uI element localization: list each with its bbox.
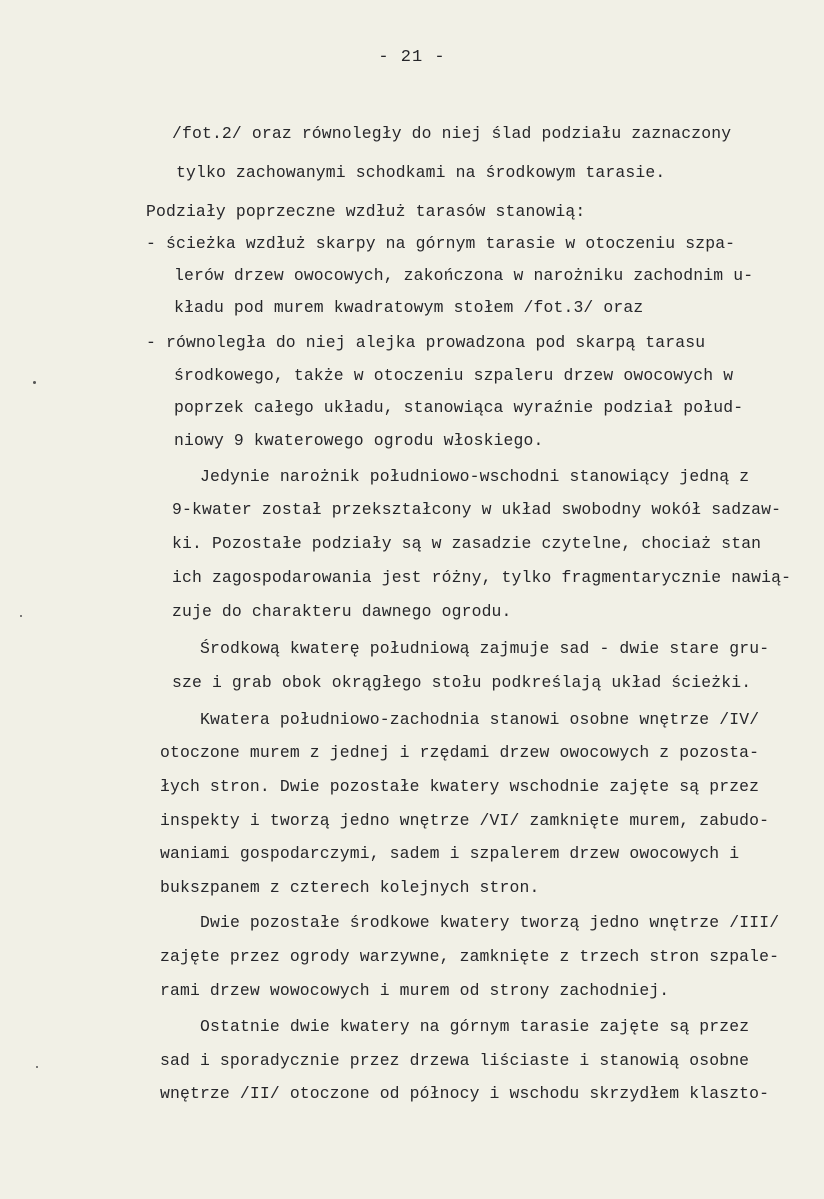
text-line: wnętrze /II/ otoczone od północy i wschodu skrzydłem klaszto-: [160, 1084, 770, 1103]
text-line: Jedynie narożnik południowo-wschodni stanowiący jedną z: [200, 467, 750, 486]
text-line: - równoległa do niej alejka prowadzona pod skarpą tarasu: [146, 333, 706, 352]
text-line: ki. Pozostałe podziały są w zasadzie czytelne, chociaż stan: [172, 534, 762, 553]
text-line: Ostatnie dwie kwatery na górnym tarasie zajęte są przez: [200, 1017, 750, 1036]
text-line: inspekty i tworzą jedno wnętrze /VI/ zamknięte murem, zabudo-: [160, 811, 770, 830]
text-line: - ścieżka wzdłuż skarpy na górnym tarasie w otoczeniu szpa-: [146, 234, 736, 253]
text-line: /fot.2/ oraz równoległy do niej ślad podziału zaznaczony: [172, 124, 732, 143]
text-line: Podziały poprzeczne wzdłuż tarasów stanowią:: [146, 202, 586, 221]
text-line: tylko zachowanymi schodkami na środkowym tarasie.: [176, 163, 666, 182]
text-line: ich zagospodarowania jest różny, tylko fragmentarycznie nawią-: [172, 568, 792, 587]
text-line: waniami gospodarczymi, sadem i szpalerem drzew owocowych i: [160, 844, 740, 863]
text-line: poprzek całego układu, stanowiąca wyraźnie podział połud-: [174, 398, 744, 417]
text-line: Dwie pozostałe środkowe kwatery tworzą jedno wnętrze /III/: [200, 913, 780, 932]
text-line: zuje do charakteru dawnego ogrodu.: [172, 602, 512, 621]
text-line: sad i sporadycznie przez drzewa liściaste i stanowią osobne: [160, 1051, 750, 1070]
text-line: 9-kwater został przekształcony w układ swobodny wokół sadzaw-: [172, 500, 782, 519]
text-line: bukszpanem z czterech kolejnych stron.: [160, 878, 540, 897]
text-line: otoczone murem z jednej i rzędami drzew owocowych z pozosta-: [160, 743, 760, 762]
text-line: zajęte przez ogrody warzywne, zamknięte z trzech stron szpale-: [160, 947, 780, 966]
page-number: - 21 -: [378, 48, 446, 67]
text-line: niowy 9 kwaterowego ogrodu włoskiego.: [174, 431, 544, 450]
paper-speck: [36, 1066, 38, 1068]
text-line: środkowego, także w otoczeniu szpaleru drzew owocowych w: [174, 366, 734, 385]
text-line: sze i grab obok okrągłego stołu podkreślają układ ścieżki.: [172, 673, 752, 692]
text-line: Środkową kwaterę południową zajmuje sad - dwie stare gru-: [200, 639, 770, 658]
text-line: Kwatera południowo-zachodnia stanowi osobne wnętrze /IV/: [200, 710, 760, 729]
text-line: kładu pod murem kwadratowym stołem /fot.3/ oraz: [174, 298, 644, 317]
text-line: lerów drzew owocowych, zakończona w narożniku zachodnim u-: [174, 266, 754, 285]
paper-speck: [20, 615, 22, 617]
text-line: rami drzew wowocowych i murem od strony zachodniej.: [160, 981, 670, 1000]
paper-speck: [33, 381, 36, 384]
text-line: łych stron. Dwie pozostałe kwatery wschodnie zajęte są przez: [160, 777, 760, 796]
